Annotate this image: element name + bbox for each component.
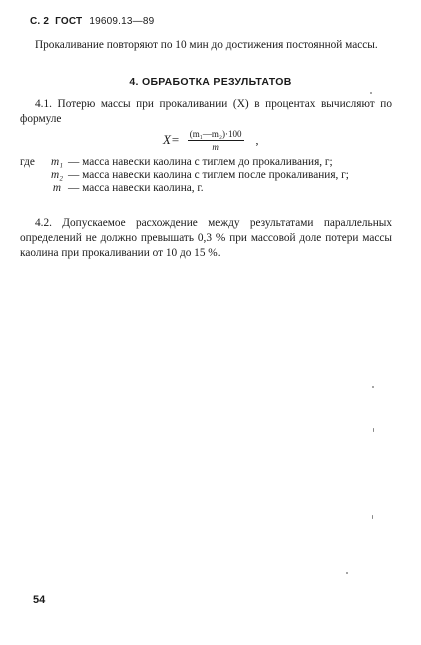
header-standard-number: 19609.13—89 xyxy=(89,16,155,27)
legend-row xyxy=(20,182,400,195)
legend-row xyxy=(20,169,400,182)
paragraph-calcination-repeat: Прокаливание повторяют по 10 мин до достижения постоянной массы. xyxy=(35,39,378,51)
scan-speck xyxy=(372,386,374,388)
legend-row xyxy=(20,156,400,169)
header-standard: ГОСТ xyxy=(55,16,83,27)
legend-text: — масса навески каолина, г. xyxy=(68,182,204,194)
page-header xyxy=(30,16,154,27)
legend-symbol: m xyxy=(52,182,62,194)
formula-comma: , xyxy=(255,132,259,147)
scan-speck xyxy=(372,515,373,519)
page-number: 54 xyxy=(33,594,46,606)
scan-speck xyxy=(346,572,348,574)
formula-fraction xyxy=(188,129,244,152)
scan-speck xyxy=(373,428,374,432)
formula-lhs: X= xyxy=(163,132,180,147)
formula-legend xyxy=(20,156,400,195)
section-heading: 4. ОБРАБОТКА РЕЗУЛЬТАТОВ xyxy=(129,76,292,88)
legend-lead: где xyxy=(20,156,35,168)
legend-text: — масса навески каолина с тиглем после прокаливания, г; xyxy=(68,169,349,181)
scan-speck xyxy=(370,92,372,94)
paragraph-4-1: 4.1. Потерю массы при прокаливании (X) в процентах вычисляют по формуле xyxy=(20,98,392,125)
legend-symbol: m₁ xyxy=(50,156,64,168)
formula-mass-loss xyxy=(163,122,259,158)
formula-denominator: m xyxy=(212,141,219,152)
legend-text: — масса навески каолина с тиглем до прокаливания, г; xyxy=(68,156,333,168)
paragraph-4-2: 4.2. Допускаемое расхождение между результатами параллельных определений не должно превышать 0,3 % при массовой доле потери массы каолина при прокаливании от 10 до 15 %. xyxy=(20,217,392,259)
header-page-prefix: С. 2 xyxy=(30,16,50,27)
legend-symbol: m₂ xyxy=(50,169,64,181)
formula-numerator: (m₁—m₂)·100 xyxy=(189,128,242,139)
